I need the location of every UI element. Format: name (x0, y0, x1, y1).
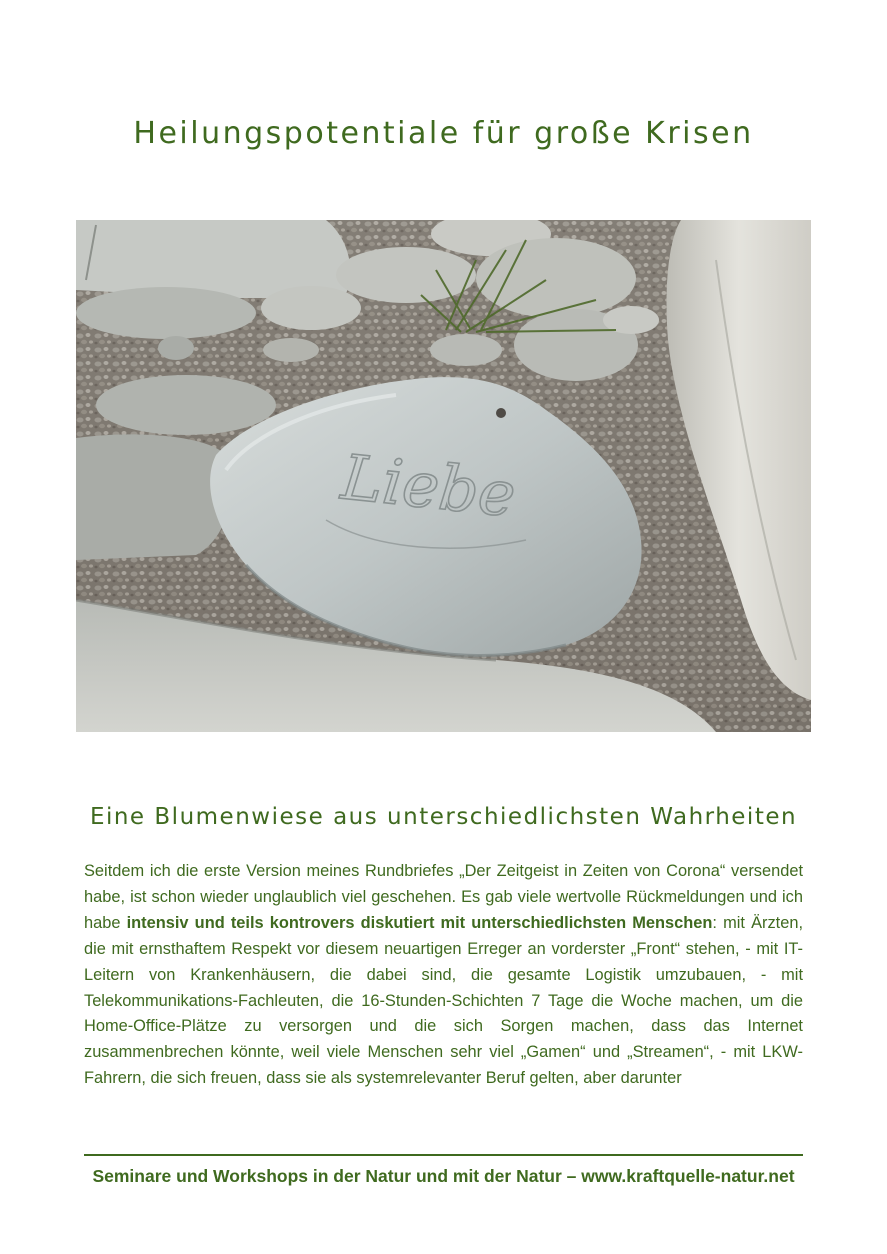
photo-engraved-stone (76, 220, 811, 732)
body-paragraph (84, 859, 803, 1092)
stone-engraving: Liebe (338, 440, 519, 532)
section-subtitle: Eine Blumenwiese aus unterschiedlichsten Wahrheiten (89, 804, 798, 830)
paragraph-text-continued: : mit Ärzten, die mit ernsthaftem Respekt vor diesem neuartigen Erreger an vorderster „Front“ stehen, - mit IT-Leitern von Krankenhäusern, die dabei sind, die gesamte Logistik umzubauen, - mit Telekommunikations-Fachleuten, die 16-Stunden-Schichten 7 Tage die Woche machen, um die Home-Office-Plätze zu versorgen und die sich Sorgen machen, dass das Internet zusammenbrechen könnte, weil viele Menschen sehr viel „Gamen“ und „Streamen“, - mit LKW-Fahrern, die sich freuen, dass sie als systemrelevanter Beruf gelten, aber darunter (84, 913, 804, 1088)
paragraph-text: Seitdem ich die erste Version meines Rundbriefes „Der Zeitgeist in Zeiten von Corona“ versendet habe, ist schon wieder unglaublich viel geschehen. Es gab viele wertvolle Rückmeldungen und ich habe (84, 862, 803, 932)
page-title: Heilungspotentiale für große Krisen (133, 116, 754, 151)
paragraph-emphasis: intensiv und teils kontrovers diskutiert mit unterschiedlichsten Menschen (126, 913, 713, 932)
footer-divider (84, 1154, 803, 1156)
footer-tagline: Seminare und Workshops in der Natur und mit der Natur – www.kraftquelle-natur.net (92, 1166, 795, 1186)
